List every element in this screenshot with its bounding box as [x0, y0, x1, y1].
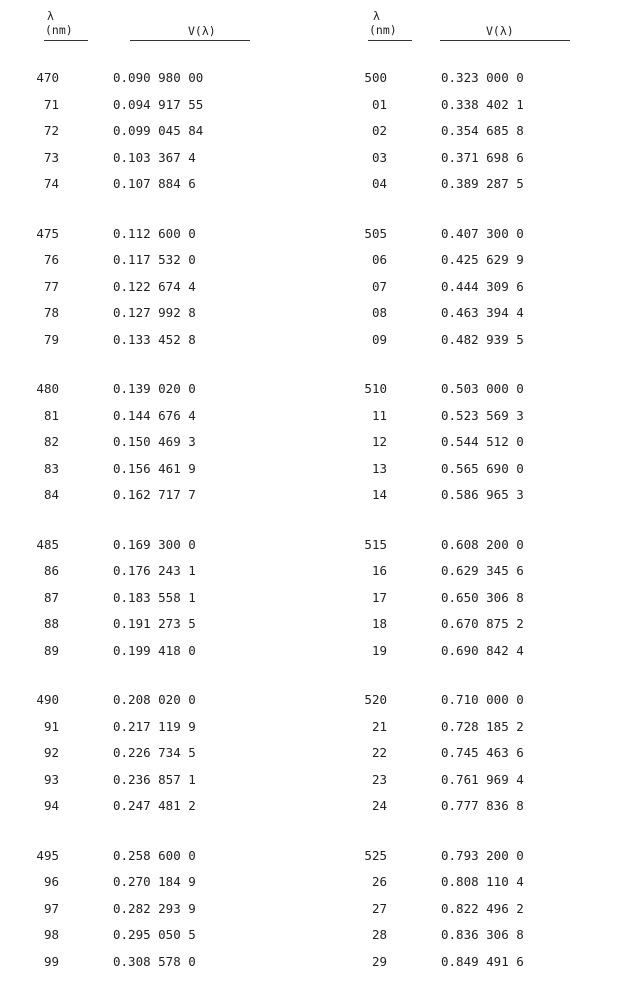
table-row	[0, 642, 622, 672]
luminosity-value-cell: 0.144 676 4	[113, 407, 196, 423]
wavelength-cell: 86	[43, 563, 59, 578]
luminosity-value-cell: 0.122 674 4	[113, 278, 196, 294]
luminosity-value-cell: 0.444 309 6	[441, 278, 524, 294]
luminosity-value-cell: 0.191 273 5	[113, 616, 196, 631]
table-row	[0, 771, 622, 801]
luminosity-value-cell: 0.690 842 4	[441, 642, 524, 658]
wavelength-cell: 21	[371, 718, 387, 734]
table-row	[0, 254, 622, 281]
table-row	[0, 407, 622, 437]
luminosity-value-cell: 0.282 293 9	[113, 900, 196, 916]
right-data-column	[0, 72, 622, 1005]
luminosity-value-cell: 0.162 717 7	[113, 487, 196, 502]
luminosity-value-cell: 0.745 463 6	[441, 745, 524, 760]
right-lambda-header: λ	[373, 9, 380, 23]
wavelength-cell: 08	[371, 305, 387, 320]
table-row	[0, 876, 622, 903]
wavelength-cell: 83	[43, 460, 59, 476]
wavelength-cell: 07	[371, 278, 387, 294]
luminosity-value-cell: 0.199 418 0	[113, 642, 196, 658]
table-row	[0, 929, 622, 956]
luminosity-value-cell: 0.169 300 0	[113, 536, 196, 552]
wavelength-cell: 22	[371, 745, 387, 760]
table-row	[0, 800, 622, 827]
luminosity-value-cell: 0.139 020 0	[113, 381, 196, 396]
luminosity-value-cell: 0.608 200 0	[441, 536, 524, 552]
luminosity-value-cell: 0.389 287 5	[441, 176, 524, 191]
luminosity-value-cell: 0.463 394 4	[441, 305, 524, 320]
luminosity-value-cell: 0.777 836 8	[441, 798, 524, 813]
left-lambda-header: λ	[47, 9, 54, 23]
luminosity-value-cell: 0.295 050 5	[113, 927, 196, 942]
wavelength-cell: 84	[43, 487, 59, 502]
luminosity-value-cell: 0.808 110 4	[441, 874, 524, 889]
wavelength-cell: 14	[371, 487, 387, 502]
row-group	[0, 536, 622, 672]
luminosity-value-cell: 0.371 698 6	[441, 149, 524, 165]
table-row	[0, 536, 622, 566]
wavelength-cell: 485	[36, 536, 59, 552]
luminosity-value-cell: 0.503 000 0	[441, 381, 524, 396]
luminosity-value-cell: 0.308 578 0	[113, 953, 196, 969]
wavelength-cell: 78	[43, 305, 59, 320]
wavelength-cell: 99	[43, 953, 59, 969]
left-unit-header: (nm)	[45, 23, 73, 37]
luminosity-value-cell: 0.793 200 0	[441, 847, 524, 863]
table-row	[0, 307, 622, 334]
luminosity-value-cell: 0.565 690 0	[441, 460, 524, 476]
wavelength-cell: 470	[36, 70, 59, 85]
right-value-rule	[440, 40, 570, 41]
wavelength-cell: 11	[371, 407, 387, 423]
left-unit-rule	[44, 40, 88, 41]
wavelength-cell: 77	[43, 278, 59, 294]
wavelength-cell: 520	[364, 692, 387, 707]
table-row	[0, 953, 622, 983]
left-value-rule	[130, 40, 250, 41]
wavelength-cell: 23	[371, 771, 387, 787]
luminosity-value-cell: 0.650 306 8	[441, 589, 524, 605]
table-row	[0, 718, 622, 748]
luminosity-value-cell: 0.107 884 6	[113, 176, 196, 191]
luminosity-value-cell: 0.150 469 3	[113, 434, 196, 449]
wavelength-cell: 28	[371, 927, 387, 942]
wavelength-cell: 74	[43, 176, 59, 191]
wavelength-cell: 72	[43, 123, 59, 138]
wavelength-cell: 27	[371, 900, 387, 916]
luminosity-value-cell: 0.176 243 1	[113, 563, 196, 578]
luminosity-value-cell: 0.425 629 9	[441, 252, 524, 267]
luminosity-value-cell: 0.338 402 1	[441, 96, 524, 112]
left-value-header: V(λ)	[188, 24, 216, 38]
luminosity-value-cell: 0.103 367 4	[113, 149, 196, 165]
row-group	[0, 847, 622, 983]
wavelength-cell: 24	[371, 798, 387, 813]
wavelength-cell: 87	[43, 589, 59, 605]
wavelength-cell: 04	[371, 176, 387, 191]
luminosity-value-cell: 0.112 600 0	[113, 225, 196, 241]
wavelength-cell: 06	[371, 252, 387, 267]
wavelength-cell: 505	[364, 225, 387, 241]
luminosity-value-cell: 0.407 300 0	[441, 225, 524, 241]
table-row	[0, 96, 622, 126]
wavelength-cell: 490	[36, 692, 59, 707]
luminosity-value-cell: 0.629 345 6	[441, 563, 524, 578]
wavelength-cell: 94	[43, 798, 59, 813]
luminosity-value-cell: 0.670 875 2	[441, 616, 524, 631]
wavelength-cell: 71	[43, 96, 59, 112]
luminosity-value-cell: 0.323 000 0	[441, 70, 524, 85]
luminosity-value-cell: 0.258 600 0	[113, 847, 196, 863]
wavelength-cell: 12	[371, 434, 387, 449]
row-group	[0, 694, 622, 827]
luminosity-value-cell: 0.710 000 0	[441, 692, 524, 707]
wavelength-cell: 19	[371, 642, 387, 658]
table-row	[0, 383, 622, 410]
wavelength-cell: 515	[364, 536, 387, 552]
wavelength-cell: 18	[371, 616, 387, 631]
table-row	[0, 331, 622, 361]
luminosity-value-cell: 0.523 569 3	[441, 407, 524, 423]
table-row	[0, 460, 622, 490]
luminosity-value-cell: 0.247 481 2	[113, 798, 196, 813]
wavelength-cell: 96	[43, 874, 59, 889]
luminosity-value-cell: 0.127 992 8	[113, 305, 196, 320]
luminosity-value-cell: 0.761 969 4	[441, 771, 524, 787]
table-row	[0, 278, 622, 308]
wavelength-cell: 495	[36, 847, 59, 863]
wavelength-cell: 79	[43, 331, 59, 347]
wavelength-cell: 93	[43, 771, 59, 787]
table-row	[0, 178, 622, 205]
luminosity-value-cell: 0.728 185 2	[441, 718, 524, 734]
luminosity-value-cell: 0.156 461 9	[113, 460, 196, 476]
right-unit-rule	[368, 40, 412, 41]
table-row	[0, 72, 622, 99]
wavelength-cell: 98	[43, 927, 59, 942]
table-row	[0, 694, 622, 721]
wavelength-cell: 97	[43, 900, 59, 916]
row-group	[0, 383, 622, 516]
luminosity-value-cell: 0.183 558 1	[113, 589, 196, 605]
table-row	[0, 489, 622, 516]
wavelength-cell: 510	[364, 381, 387, 396]
wavelength-cell: 480	[36, 381, 59, 396]
luminosity-value-cell: 0.482 939 5	[441, 331, 524, 347]
luminosity-value-cell: 0.822 496 2	[441, 900, 524, 916]
wavelength-cell: 26	[371, 874, 387, 889]
wavelength-cell: 29	[371, 953, 387, 969]
wavelength-cell: 02	[371, 123, 387, 138]
wavelength-cell: 92	[43, 745, 59, 760]
wavelength-cell: 01	[371, 96, 387, 112]
wavelength-cell: 89	[43, 642, 59, 658]
luminosity-value-cell: 0.226 734 5	[113, 745, 196, 760]
table-row	[0, 847, 622, 877]
luminosity-value-cell: 0.208 020 0	[113, 692, 196, 707]
wavelength-cell: 81	[43, 407, 59, 423]
luminosity-value-cell: 0.836 306 8	[441, 927, 524, 942]
luminosity-value-cell: 0.354 685 8	[441, 123, 524, 138]
wavelength-cell: 03	[371, 149, 387, 165]
luminosity-value-cell: 0.544 512 0	[441, 434, 524, 449]
wavelength-cell: 91	[43, 718, 59, 734]
wavelength-cell: 88	[43, 616, 59, 631]
wavelength-cell: 525	[364, 847, 387, 863]
table-row	[0, 436, 622, 463]
luminosity-value-cell: 0.849 491 6	[441, 953, 524, 969]
table-row	[0, 589, 622, 619]
wavelength-cell: 76	[43, 252, 59, 267]
right-value-header: V(λ)	[486, 24, 514, 38]
luminosity-value-cell: 0.236 857 1	[113, 771, 196, 787]
wavelength-cell: 13	[371, 460, 387, 476]
luminosity-value-cell: 0.586 965 3	[441, 487, 524, 502]
luminosity-value-cell: 0.133 452 8	[113, 331, 196, 347]
luminosity-value-cell: 0.099 045 84	[113, 123, 204, 138]
table-row	[0, 618, 622, 645]
wavelength-cell: 09	[371, 331, 387, 347]
table-row	[0, 125, 622, 152]
luminosity-value-cell: 0.270 184 9	[113, 874, 196, 889]
right-unit-header: (nm)	[369, 23, 397, 37]
wavelength-cell: 16	[371, 563, 387, 578]
wavelength-cell: 73	[43, 149, 59, 165]
wavelength-cell: 82	[43, 434, 59, 449]
luminosity-value-cell: 0.090 980 00	[113, 70, 204, 85]
table-row	[0, 900, 622, 930]
row-group	[0, 225, 622, 361]
wavelength-cell: 17	[371, 589, 387, 605]
table-row	[0, 565, 622, 592]
luminosity-value-cell: 0.217 119 9	[113, 718, 196, 734]
luminosity-value-cell: 0.094 917 55	[113, 96, 204, 112]
row-group	[0, 72, 622, 205]
table-row	[0, 225, 622, 255]
luminosity-value-cell: 0.117 532 0	[113, 252, 196, 267]
table-row	[0, 149, 622, 179]
wavelength-cell: 475	[36, 225, 59, 241]
table-row	[0, 747, 622, 774]
wavelength-cell: 500	[364, 70, 387, 85]
